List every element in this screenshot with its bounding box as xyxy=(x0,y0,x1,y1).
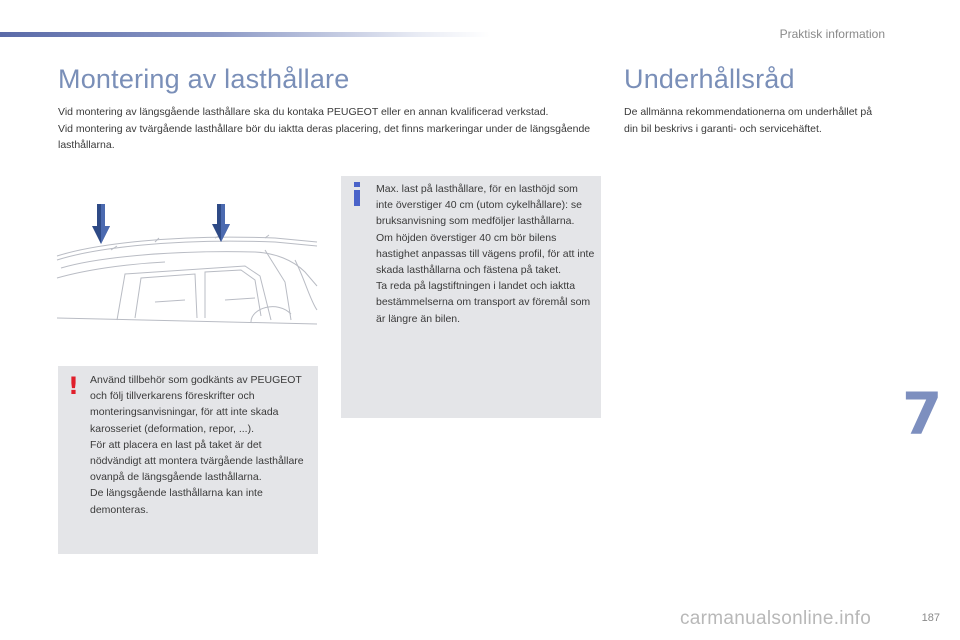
info-paragraph: Om höjden överstiger 40 cm bör bilens hastighet anpassas till vägens profil, för att inte skada lasthållarna och fästena på taket. xyxy=(376,231,595,277)
warning-box xyxy=(58,366,318,554)
info-box xyxy=(341,176,601,418)
info-text xyxy=(376,181,596,327)
intro-text xyxy=(58,104,603,154)
info-paragraph: Max. last på lasthållare, för en lasthöjd som inte överstiger 40 cm (utom cykelhållare): se bruksanvisning som medföljer lasthållarna. xyxy=(376,183,582,228)
warning-paragraph: Använd tillbehör som godkänts av PEUGEOT och följ tillverkarens föreskrifter och monteringsanvisningar, för att inte skada karosseriet (deformation, repor, ...). xyxy=(90,374,302,435)
section-label: Praktisk information xyxy=(779,27,885,41)
watermark: carmanualsonline.info xyxy=(680,608,872,629)
intro-paragraph: Vid montering av längsgående lasthållare ska du kontaka PEUGEOT eller en annan kvalificerad verkstad. xyxy=(58,106,549,118)
warning-paragraph: För att placera en last på taket är det nödvändigt att montera tvärgående lasthållare ovanpå de längsgående lasthållarna. xyxy=(90,438,304,484)
warning-text xyxy=(90,372,312,518)
arrow-down-icon xyxy=(212,204,230,242)
page-number: 187 xyxy=(921,612,940,624)
page-title-roof-rack: Montering av lasthållare xyxy=(58,64,350,94)
maintenance-text xyxy=(624,104,884,137)
page-title-maintenance: Underhållsråd xyxy=(624,64,795,94)
car-roof-illustration xyxy=(55,190,320,340)
maintenance-paragraph: De allmänna rekommendationerna om underhållet på din bil beskrivs i garanti- och servicehäftet. xyxy=(624,106,873,135)
info-paragraph: Ta reda på lagstiftningen i landet och iaktta bestämmelserna om transport av föremål som är längre än bilen. xyxy=(376,280,591,325)
arrow-down-icon xyxy=(92,204,110,244)
car-roof-drawing xyxy=(55,190,320,340)
intro-paragraph: Vid montering av tvärgående lasthållare bör du iaktta deras placering, det finns markeringar under de längsgående lasthållarna. xyxy=(58,122,591,151)
chapter-number: 7 xyxy=(902,380,943,448)
exclamation-icon: ! xyxy=(68,372,79,400)
info-icon xyxy=(352,182,362,206)
warning-paragraph: De längsgående lasthållarna kan inte demonteras. xyxy=(90,487,263,516)
header-gradient-bar xyxy=(0,32,490,37)
